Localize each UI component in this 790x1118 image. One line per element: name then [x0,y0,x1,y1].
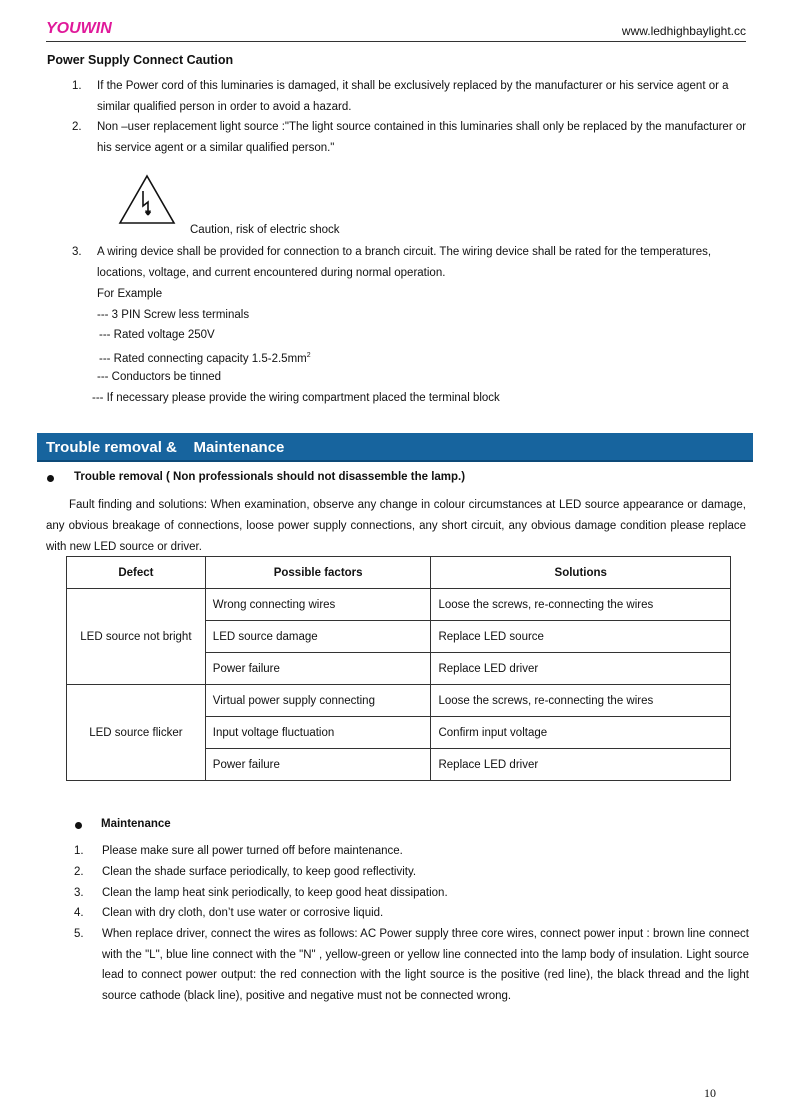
item-number: 3. [74,887,84,899]
maintenance-item-4 [74,903,749,924]
bullet-icon [75,822,82,829]
caution-title: Power Supply Connect Caution [47,53,234,67]
item-text: Clean with dry cloth, don’t use water or corrosive liquid. [102,907,384,919]
item-text: Please make sure all power turned off before maintenance. [102,845,403,857]
maintenance-item-1 [74,841,749,862]
item-number: 2. [74,866,84,878]
factor-cell: Power failure [205,653,431,685]
website-url: www.ledhighbaylight.cc [621,24,746,38]
factor-cell: Virtual power supply connecting [205,685,431,717]
item-number: 2. [72,121,82,133]
caution-item-3 [72,242,752,284]
example-line: --- Conductors be tinned [97,371,222,383]
fault-paragraph: Fault finding and solutions: When examination, observe any change in colour circumstances at LED source appearance or damage, any obvious breakage of connections, loose power supply connections, any short circuit, any obvious damage condition please replace with new LED source or driver. [46,499,746,553]
example-label: For Example [97,288,163,300]
brand-logo: YOUWIN [46,20,112,37]
caution-item-2 [72,117,752,159]
solution-cell: Confirm input voltage [431,717,731,749]
header-factors: Possible factors [205,557,431,589]
trouble-heading: Trouble removal ( Non professionals should not disassemble the lamp.) [74,471,466,483]
defect-cell: LED source not bright [67,589,206,685]
factor-cell: Wrong connecting wires [205,589,431,621]
item-text: Clean the lamp heat sink periodically, to keep good heat dissipation. [102,887,448,899]
solution-cell: Replace LED driver [431,653,731,685]
caution-item-1 [72,76,752,118]
example-line: --- Rated voltage 250V [99,329,215,341]
factor-cell: Power failure [205,749,431,781]
item-text: Clean the shade surface periodically, to keep good reflectivity. [102,866,417,878]
electric-shock-warning-icon [117,173,177,227]
superscript: 2 [306,352,311,359]
example-line-text: --- Rated connecting capacity 1.5-2.5mm [99,352,307,365]
factor-cell: LED source damage [205,621,431,653]
maintenance-item-5 [74,924,749,1006]
item-number: 1. [74,845,84,857]
warning-caption: Caution, risk of electric shock [190,224,340,236]
example-line [99,346,311,369]
item-number: 5. [74,928,84,940]
example-line: --- If necessary please provide the wiring compartment placed the terminal block [92,392,500,404]
item-number: 3. [72,246,82,258]
header-solutions: Solutions [431,557,731,589]
trouble-table [66,556,731,781]
item-text: When replace driver, connect the wires as follows: AC Power supply three core wires, connect power input : brown line connect with the "L", blue line connect with the "N" , yellow-green or yellow line connected into the lamp body of insulation. Light source lead to connect power output: the red connection with the light source is the positive (red line), the black thread and the light source cathode (black line), positive and negative must not be connected wrong. [102,928,749,1002]
solution-cell: Loose the screws, re-connecting the wires [431,589,731,621]
solution-cell: Loose the screws, re-connecting the wires [431,685,731,717]
solution-cell: Replace LED driver [431,749,731,781]
header-defect: Defect [67,557,206,589]
section-title: Trouble removal & Maintenance [46,439,285,456]
bullet-icon [47,475,54,482]
factor-cell: Input voltage fluctuation [205,717,431,749]
example-line: --- 3 PIN Screw less terminals [97,309,250,321]
maintenance-item-3 [74,883,749,904]
page-header [46,20,746,42]
section-banner [37,433,753,462]
item-text: A wiring device shall be provided for connection to a branch circuit. The wiring device shall be rated for the temperatures, locations, voltage, and current encountered during normal operation. [97,246,712,279]
solution-cell: Replace LED source [431,621,731,653]
page-number: 10 [704,1086,716,1100]
item-text: Non –user replacement light source :"The light source contained in this luminaries shall only be replaced by the manufacturer or his service agent or a similar qualified person." [97,121,747,154]
table-row [67,685,731,717]
maintenance-heading: Maintenance [101,818,171,830]
table-header-row [67,557,731,589]
item-text: If the Power cord of this luminaries is damaged, it shall be exclusively replaced by the manufacturer or his service agent or a similar qualified person in order to avoid a hazard. [97,80,729,113]
item-number: 1. [72,80,82,92]
table-row [67,589,731,621]
defect-cell: LED source flicker [67,685,206,781]
item-number: 4. [74,907,84,919]
maintenance-item-2 [74,862,749,883]
